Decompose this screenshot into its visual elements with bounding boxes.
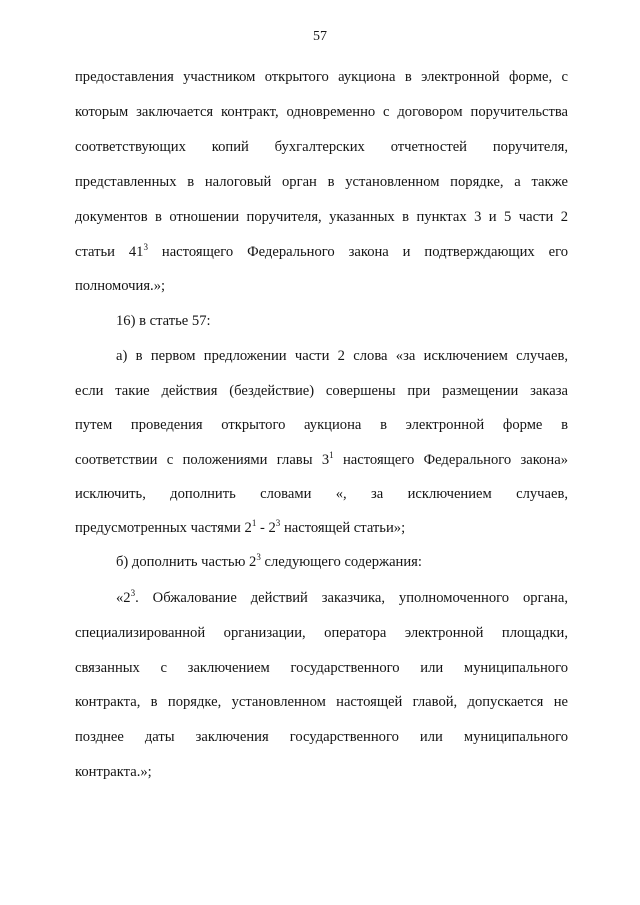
text-line: если такие действия (бездействие) совершены при размещении заказа	[75, 383, 568, 399]
text-fragment: - 2	[256, 520, 276, 536]
text-fragment: статьи 41	[75, 244, 144, 260]
text-line: а) в первом предложении части 2 слова «за исключением случаев,	[116, 348, 568, 364]
text-line	[75, 243, 568, 261]
text-fragment: настоящего Федерального закона»	[333, 452, 568, 468]
text-fragment: следующего содержания:	[260, 554, 422, 570]
text-fragment: предусмотренных частями 2	[75, 520, 252, 536]
text-line: представленных в налоговый орган в установленном порядке, а также	[75, 174, 568, 190]
text-line: соответствующих копий бухгалтерских отчетностей поручителя,	[75, 139, 568, 155]
text-line: полномочия.»;	[75, 278, 166, 294]
text-line: позднее даты заключения государственного или муниципального	[75, 729, 568, 745]
superscript: 3	[275, 518, 281, 528]
superscript: 3	[256, 552, 261, 562]
text-fragment: . Обжалование действий заказчика, уполномоченного органа,	[135, 590, 568, 606]
text-line: связанных с заключением государственного или муниципального	[75, 660, 568, 676]
text-fragment: б) дополнить частью 2	[116, 554, 257, 570]
superscript: 3	[130, 588, 136, 598]
page-number: 57	[313, 29, 327, 44]
text-line: путем проведения открытого аукциона в электронной форме в	[75, 417, 568, 433]
text-line: документов в отношении поручителя, указанных в пунктах 3 и 5 части 2	[75, 209, 568, 225]
superscript: 1	[329, 450, 334, 460]
text-line: контракта.»;	[75, 764, 152, 780]
text-line	[116, 589, 568, 607]
text-line: исключить, дополнить словами «, за исключением случаев,	[75, 486, 568, 502]
text-line: предоставления участником открытого аукциона в электронной форме, с	[75, 69, 568, 85]
text-fragment: настоящей статьи»;	[280, 520, 406, 536]
text-line: специализированной организации, оператора электронной площадки,	[75, 625, 568, 641]
text-fragment: соответствии с положениями главы 3	[75, 452, 330, 468]
text-line	[75, 519, 568, 537]
superscript: 1	[251, 518, 257, 528]
superscript: 3	[143, 242, 148, 252]
text-line	[116, 553, 568, 571]
text-line: которым заключается контракт, одновременно с договором поручительства	[75, 104, 568, 120]
text-line	[75, 451, 568, 469]
text-fragment: «2	[116, 590, 131, 606]
section-heading: 16) в статье 57:	[116, 313, 211, 329]
text-line: контракта, в порядке, установленном настоящей главой, допускается не	[75, 694, 568, 710]
text-fragment: настоящего Федерального закона и подтверждающих его	[147, 244, 568, 260]
